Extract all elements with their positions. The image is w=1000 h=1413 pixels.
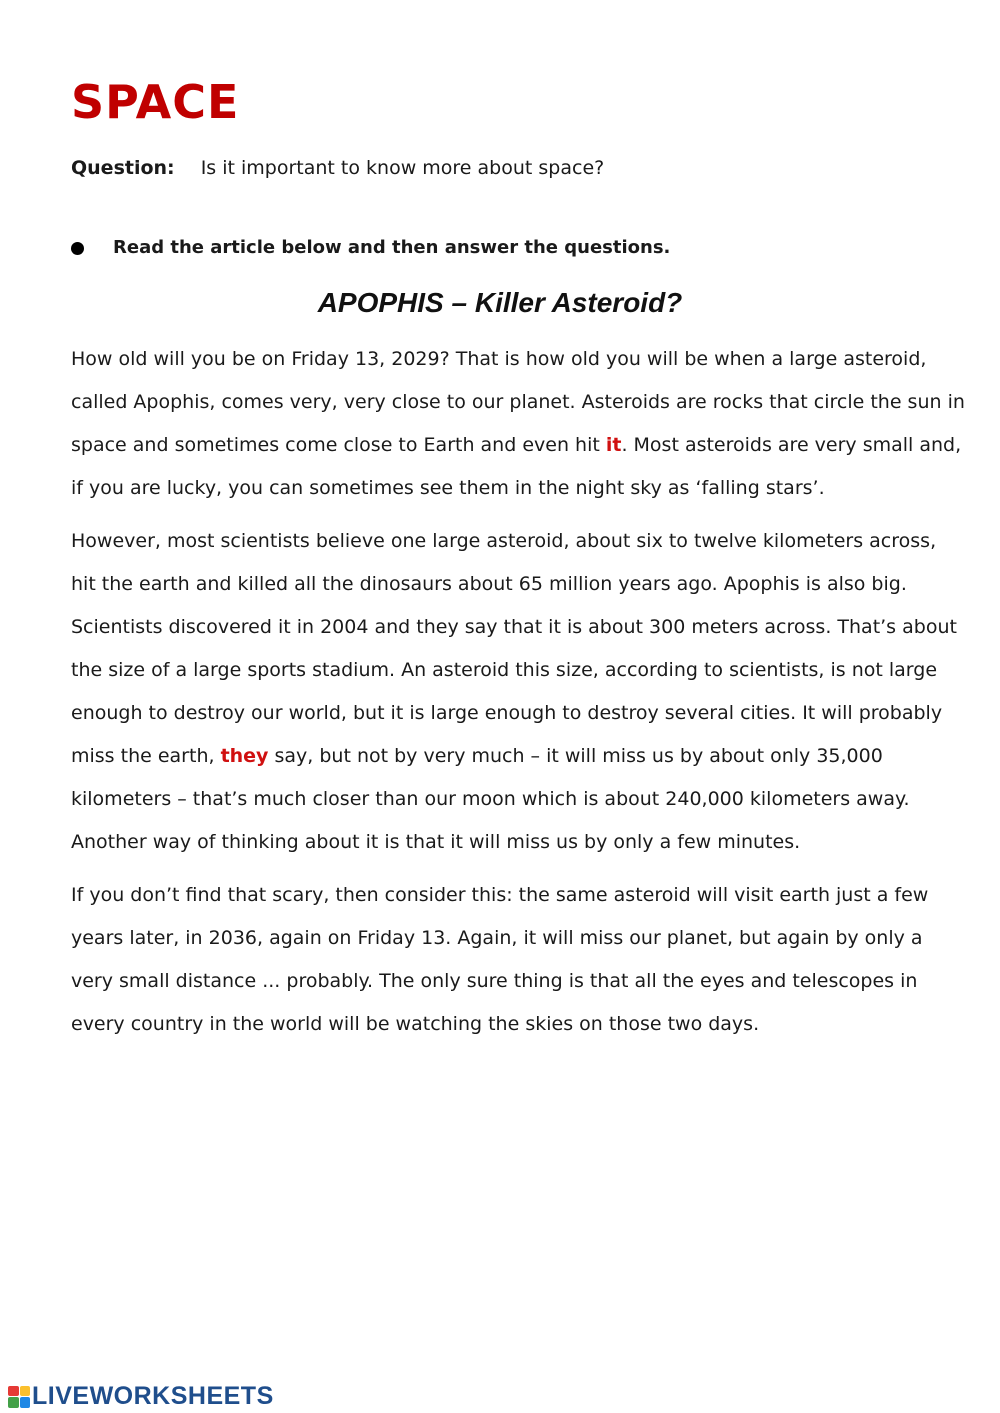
question-text: Is it important to know more about space? xyxy=(200,157,605,179)
article-paragraph-1 xyxy=(71,338,966,510)
logo-mark-icon xyxy=(8,1386,30,1408)
question-row xyxy=(71,154,604,182)
highlighted-word-it: it xyxy=(605,434,622,456)
article-title: APOPHIS – Killer Asteroid? xyxy=(317,287,683,318)
logo-square-icon xyxy=(20,1386,31,1397)
article-paragraph-3: If you don’t find that scary, then consider this: the same asteroid will visit earth just a few years later, in 2036, again on Friday 13. Again, it will miss our planet, but again by only a very small distance ... probably. The only sure thing is that all the eyes and telescopes in every country in the world will be watching the skies on those two days. xyxy=(71,884,929,1035)
highlighted-word-they: they xyxy=(220,745,269,767)
article-paragraph-2 xyxy=(71,520,966,864)
logo-square-icon xyxy=(20,1397,31,1408)
question-label: Question: xyxy=(71,157,175,179)
instruction-row xyxy=(71,234,670,262)
page-title: SPACE xyxy=(71,75,240,129)
paragraph-text: . Most asteroids are very small and, if you are lucky, you can sometimes see them in the night sky as ‘falling stars’. xyxy=(71,434,962,499)
article-body xyxy=(71,338,966,1056)
paragraph-text: How old will you be on Friday 13, 2029? That is how old you will be when a large asteroid, called Apophis, comes very, very close to our planet. Asteroids are rocks that circle the sun in space and sometimes come close to Earth and even hit xyxy=(71,348,965,456)
logo-square-icon xyxy=(8,1397,19,1408)
logo-square-icon xyxy=(8,1386,19,1397)
liveworksheets-logo xyxy=(8,1382,274,1411)
instruction-text: Read the article below and then answer the questions. xyxy=(113,237,671,258)
bullet-icon xyxy=(71,242,84,255)
paragraph-text: However, most scientists believe one large asteroid, about six to twelve kilometers across, hit the earth and killed all the dinosaurs about 65 million years ago. Apophis is also big. Scientists discovered it in 2004 and they say that it is about 300 meters across. That’s about the size of a large sports stadium. An asteroid this size, according to scientists, is not large enough to destroy our world, but it is large enough to destroy several cities. It will probably miss the earth, xyxy=(71,530,957,767)
logo-text: LIVEWORKSHEETS xyxy=(32,1382,274,1410)
paragraph-text: say, but not by very much – it will miss us by about only 35,000 kilometers – that’s much closer than our moon which is about 240,000 kilometers away. Another way of thinking about it is that it will miss us by only a few minutes. xyxy=(71,745,910,853)
